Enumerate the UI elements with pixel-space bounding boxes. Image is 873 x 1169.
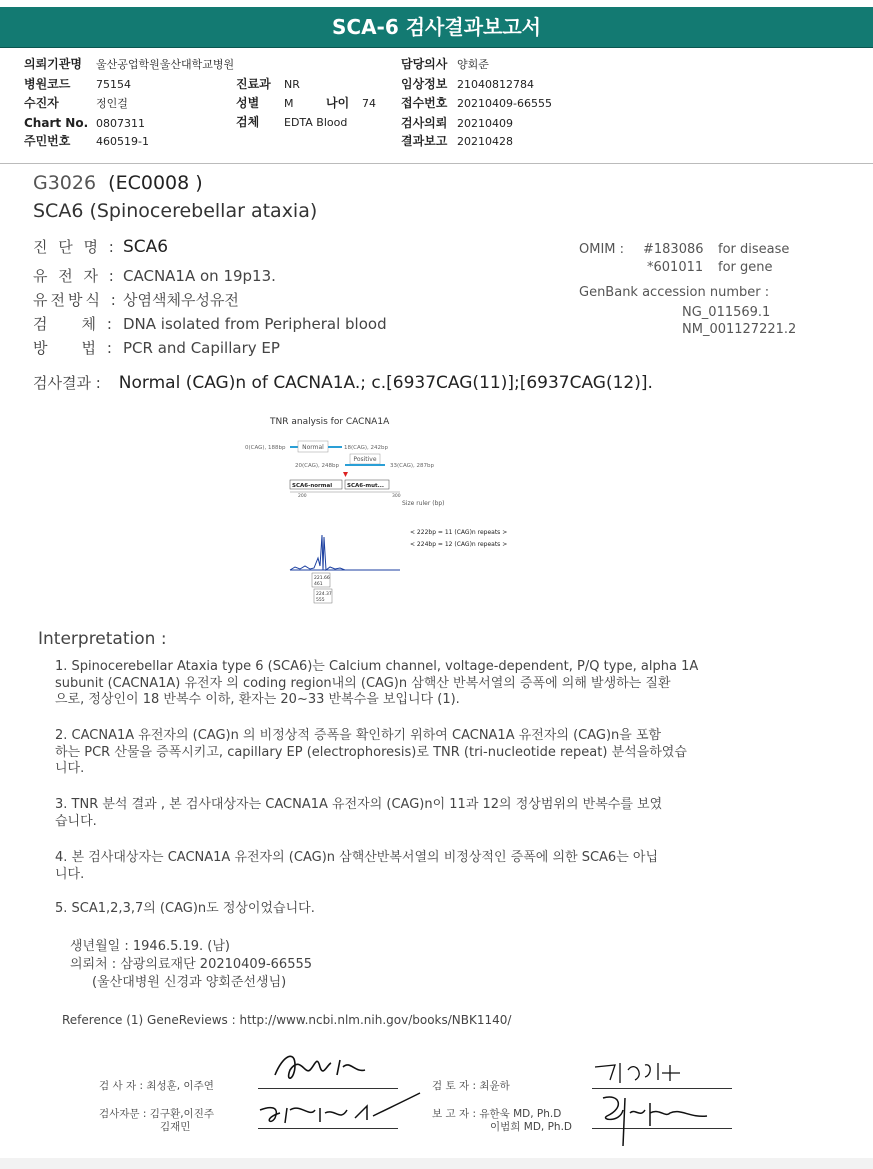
resident-no-field: 주민번호 460519-1 — [24, 134, 149, 148]
department-field: 진료과 NR — [236, 77, 300, 91]
figure-title: TNR analysis for CACNA1A — [270, 417, 390, 427]
referring-doctor: (울산대병원 신경과 양회준선생님) — [92, 975, 287, 990]
interpretation-para-1: 1. Spinocerebellar Ataxia type 6 (SCA6)는 Calcium channel, voltage-dependent, P/Q type, alpha 1A subunit (CACNA1A) 유전자 의 coding region내의 (CAG)n 삼핵산 반복서열의 증폭에 의해 발생하는 질환 으로, 정상인이 18 반복수 이하, 환자는 20~33 반복수을 보입니다 (1). — [55, 659, 699, 707]
omim-disease-desc: for disease — [718, 242, 790, 257]
birth-date: 생년월일 : 1946.5.19. (남) — [70, 939, 231, 954]
peak2-height: 555 — [316, 598, 325, 603]
disease-title: SCA6 (Spinocerebellar ataxia) — [33, 200, 318, 222]
chart-no-field: Chart No. 0807311 — [24, 116, 145, 130]
reviewer-signature — [590, 1055, 700, 1087]
sex-field: 성별 M — [236, 96, 294, 110]
peak2-size: 224.37 — [316, 592, 332, 597]
marker-triangle-icon — [343, 472, 348, 477]
bin-mut-label: SCA6-mut... — [347, 483, 384, 489]
tnr-figure — [240, 408, 540, 608]
diagnosis-row: 진 단 명 : SCA6 — [33, 237, 169, 257]
test-code: G3026 (EC0008 ) — [33, 172, 203, 194]
omim-gene-id: *601011 — [647, 260, 704, 275]
reporter-label: 보 고 자 : 유한욱 MD, Ph.D — [432, 1108, 562, 1120]
specimen-field: 검체 EDTA Blood — [236, 115, 348, 129]
size-ruler-label: Size ruler (bp) — [402, 500, 445, 507]
examiner-label: 검 사 자 : 최성훈, 이주연 — [99, 1080, 214, 1092]
request-date-field: 검사의뢰 20210409 — [401, 116, 513, 130]
positive-left-label: 20(CAG), 248bp — [295, 463, 340, 469]
report-date-field: 결과보고 20210428 — [401, 134, 513, 148]
advisor-name-2: 김재민 — [160, 1121, 191, 1133]
tick-300: 300 — [392, 494, 401, 499]
interpretation-para-3: 3. TNR 분석 결과 , 본 검사대상자는 CACNA1A 유전자의 (CAG)n이 11과 12의 정상범위의 반복수를 보였 습니다. — [55, 797, 663, 829]
omim-disease-id: #183086 — [643, 242, 704, 257]
tick-200: 200 — [298, 494, 307, 499]
figure-right-label: 18(CAG), 242bp — [344, 445, 389, 451]
receipt-no-field: 접수번호 20210409-66555 — [401, 96, 552, 110]
trace-peaks — [290, 535, 345, 570]
gene-row: 유 전 자 : CACNA1A on 19p13. — [33, 267, 276, 285]
clinical-info-field: 임상정보 21040812784 — [401, 77, 534, 91]
method-row: 방 법 : PCR and Capillary EP — [33, 339, 280, 357]
advisor-label: 검사자문 : 김구환,이진주 — [99, 1108, 214, 1120]
bin-normal-label: SCA6-normal — [292, 483, 333, 489]
doctor-field: 담당의사 양회준 — [401, 57, 489, 71]
specimen-row: 검 체 : DNA isolated from Peripheral blood — [33, 315, 387, 333]
positive-box-label: Positive — [353, 456, 377, 463]
age-field: 나이 74 — [326, 96, 376, 110]
interpretation-title: Interpretation : — [38, 629, 167, 649]
genbank-acc2: NM_001127221.2 — [682, 322, 797, 337]
interpretation-para-4: 4. 본 검사대상자는 CACNA1A 유전자의 (CAG)n 삼핵산반복서열의 비정상적인 증폭에 의한 SCA6는 아닙 니다. — [55, 850, 659, 882]
report-title: SCA-6 검사결과보고서 — [0, 7, 873, 48]
genbank-acc1: NG_011569.1 — [682, 305, 771, 320]
interpretation-para-5: 5. SCA1,2,3,7의 (CAG)n도 정상이었습니다. — [55, 901, 315, 916]
hospital-code-field: 병원코드 75154 — [24, 77, 131, 91]
interpretation-para-2: 2. CACNA1A 유전자의 (CAG)n 의 비정상적 증폭을 확인하기 위하여 CACNA1A 유전자의 (CAG)n을 포함 하는 PCR 산물을 증폭시키고, capillary EP (electrophoresis)로 TNR (tri-nucleotide repeat) 분석을하였습 니다. — [55, 728, 687, 776]
hospital-name-field: 의뢰기관명 울산공업학원울산대학교병원 — [24, 57, 235, 71]
figure-left-label: 0(CAG), 188bp — [245, 445, 286, 451]
note-12-repeats: < 224bp = 12 (CAG)n repeats > — [410, 541, 508, 548]
omim-gene-desc: for gene — [718, 260, 773, 275]
header-divider — [0, 163, 873, 164]
advisor-signature — [255, 1088, 425, 1130]
omim-label: OMIM : — [579, 242, 625, 257]
reporter-signature — [595, 1088, 715, 1150]
patient-name-field: 수진자 정인걸 — [24, 96, 128, 110]
examiner-signature — [265, 1045, 375, 1087]
peak1-size: 221.66 — [314, 576, 330, 581]
reference: Reference (1) GeneReviews : http://www.ncbi.nlm.nih.gov/books/NBK1140/ — [62, 1013, 512, 1027]
test-result: 검사결과 : Normal (CAG)n of CACNA1A.; c.[6937CAG(11)];[6937CAG(12)]. — [33, 373, 653, 393]
normal-box-label: Normal — [302, 444, 324, 451]
reporter-name-2: 이범희 MD, Ph.D — [490, 1121, 572, 1133]
peak1-height: 461 — [314, 582, 323, 587]
referring-institution: 의뢰처 : 삼광의료재단 20210409-66555 — [70, 957, 313, 972]
inheritance-row: 유전방식 : 상염색체우성유전 — [33, 291, 239, 309]
positive-right-label: 33(CAG), 287bp — [390, 463, 435, 469]
genbank-label: GenBank accession number : — [579, 285, 770, 300]
note-11-repeats: < 222bp = 11 (CAG)n repeats > — [410, 529, 508, 536]
reviewer-label: 검 토 자 : 최윤하 — [432, 1080, 510, 1092]
